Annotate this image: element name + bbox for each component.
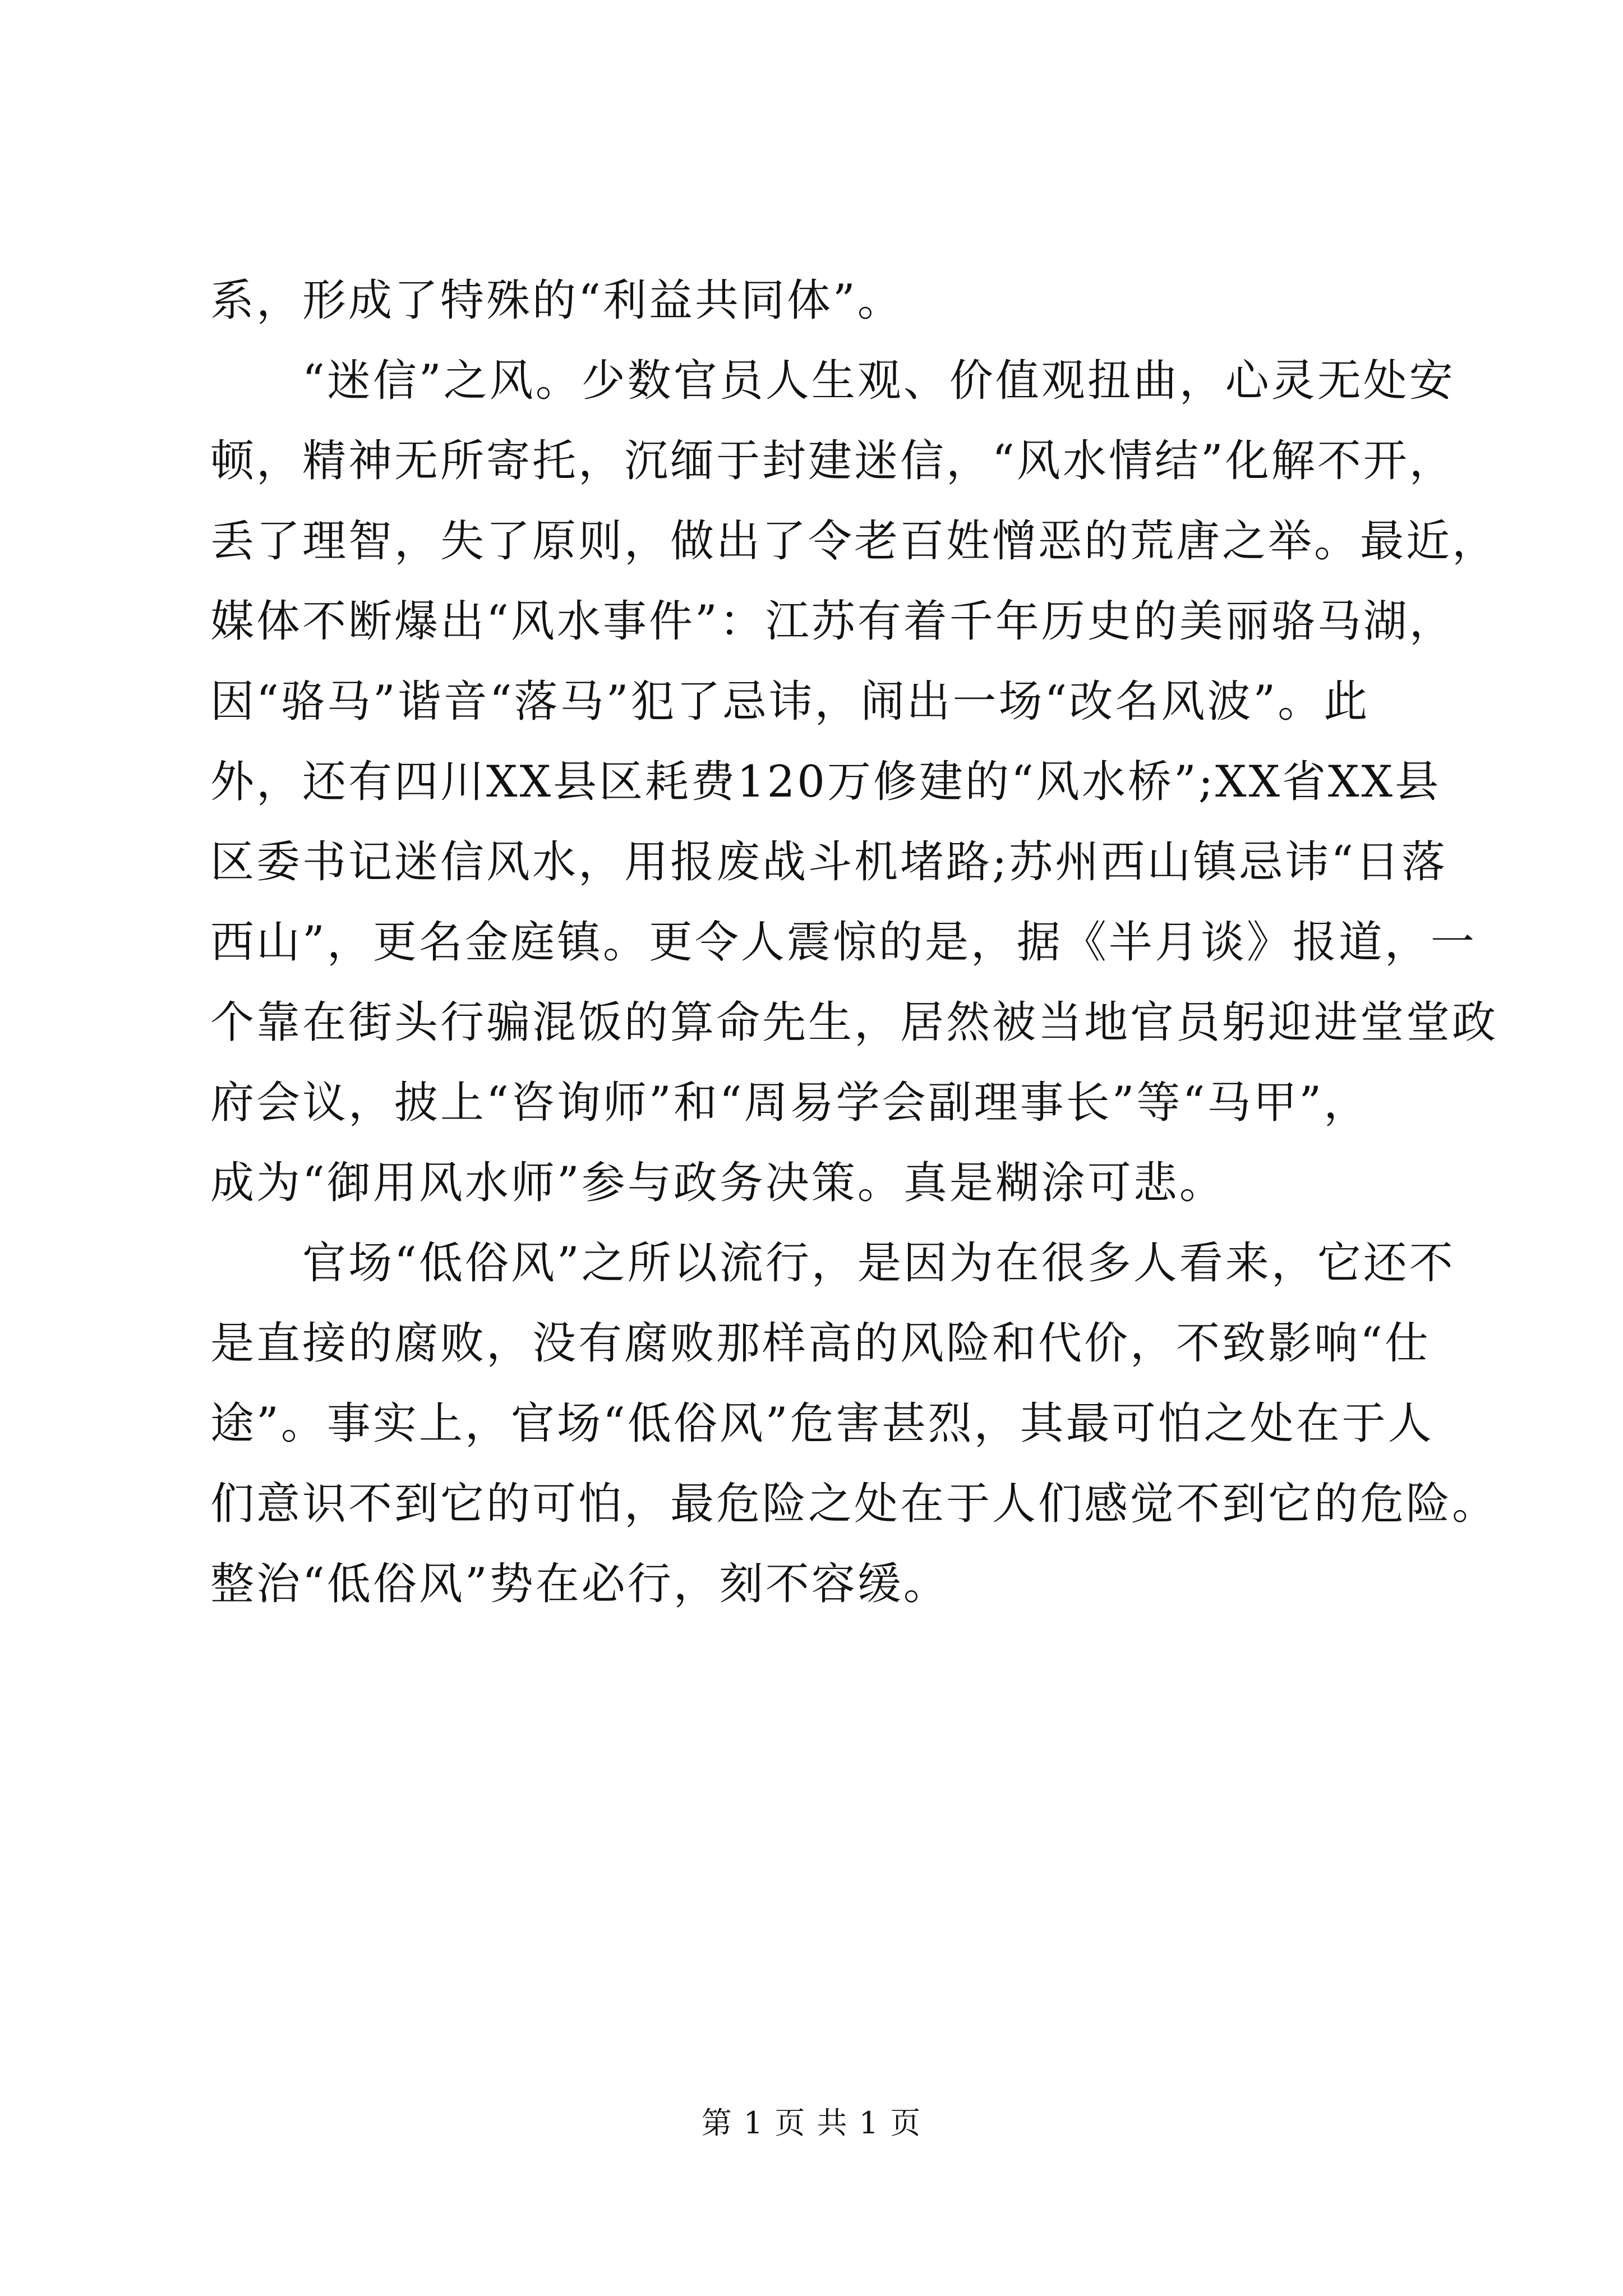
text-line: 西山”，更名金庭镇。更令人震惊的是，据《半月谈》报道，一	[210, 917, 1477, 968]
text-line: 成为“御用风水师”参与政务决策。真是糊涂可悲。	[210, 1158, 1225, 1208]
text-line: 系，形成了特殊的“利益共同体”。	[210, 275, 903, 326]
text-line: 顿，精神无所寄托，沉缅于封建迷信，“风水情结”化解不开，	[210, 436, 1455, 486]
text-line: 个靠在街头行骗混饭的算命先生，居然被当地官员躬迎进堂堂政	[210, 997, 1498, 1048]
document-body	[210, 261, 1498, 1625]
text-line: 官场“低俗风”之所以流行，是因为在很多人看来，它还不	[210, 1238, 1455, 1289]
text-line: 是直接的腐败，没有腐败那样高的风险和代价，不致影响“仕	[210, 1318, 1431, 1369]
text-line: 外，还有四川XX县区耗费120万修建的“风水桥”;XX省XX县	[210, 757, 1441, 807]
text-line: 们意识不到它的可怕，最危险之处在于人们感觉不到它的危险。	[210, 1479, 1498, 1529]
text-line: 丢了理智，失了原则，做出了令老百姓憎恶的荒唐之举。最近，	[210, 516, 1498, 567]
text-line: 府会议，披上“咨询师”和“周易学会副理事长”等“马甲”，	[210, 1078, 1370, 1128]
text-line: “迷信”之风。少数官员人生观、价值观扭曲，心灵无处安	[210, 356, 1455, 406]
text-line: 途”。事实上，官场“低俗风”危害甚烈，其最可怕之处在于人	[210, 1398, 1434, 1449]
text-line: 区委书记迷信风水，用报废战斗机堵路;苏州西山镇忌讳“日落	[210, 837, 1448, 887]
text-line: 媒体不断爆出“风水事件”：江苏有着千年历史的美丽骆马湖，	[210, 596, 1455, 647]
text-line: 整治“低俗风”势在必行，刻不容缓。	[210, 1559, 949, 1609]
page-footer: 第 1 页 共 1 页	[701, 2105, 922, 2141]
text-line: 因“骆马”谐音“落马”犯了忌讳，闹出一场“改名风波”。此	[210, 677, 1370, 727]
